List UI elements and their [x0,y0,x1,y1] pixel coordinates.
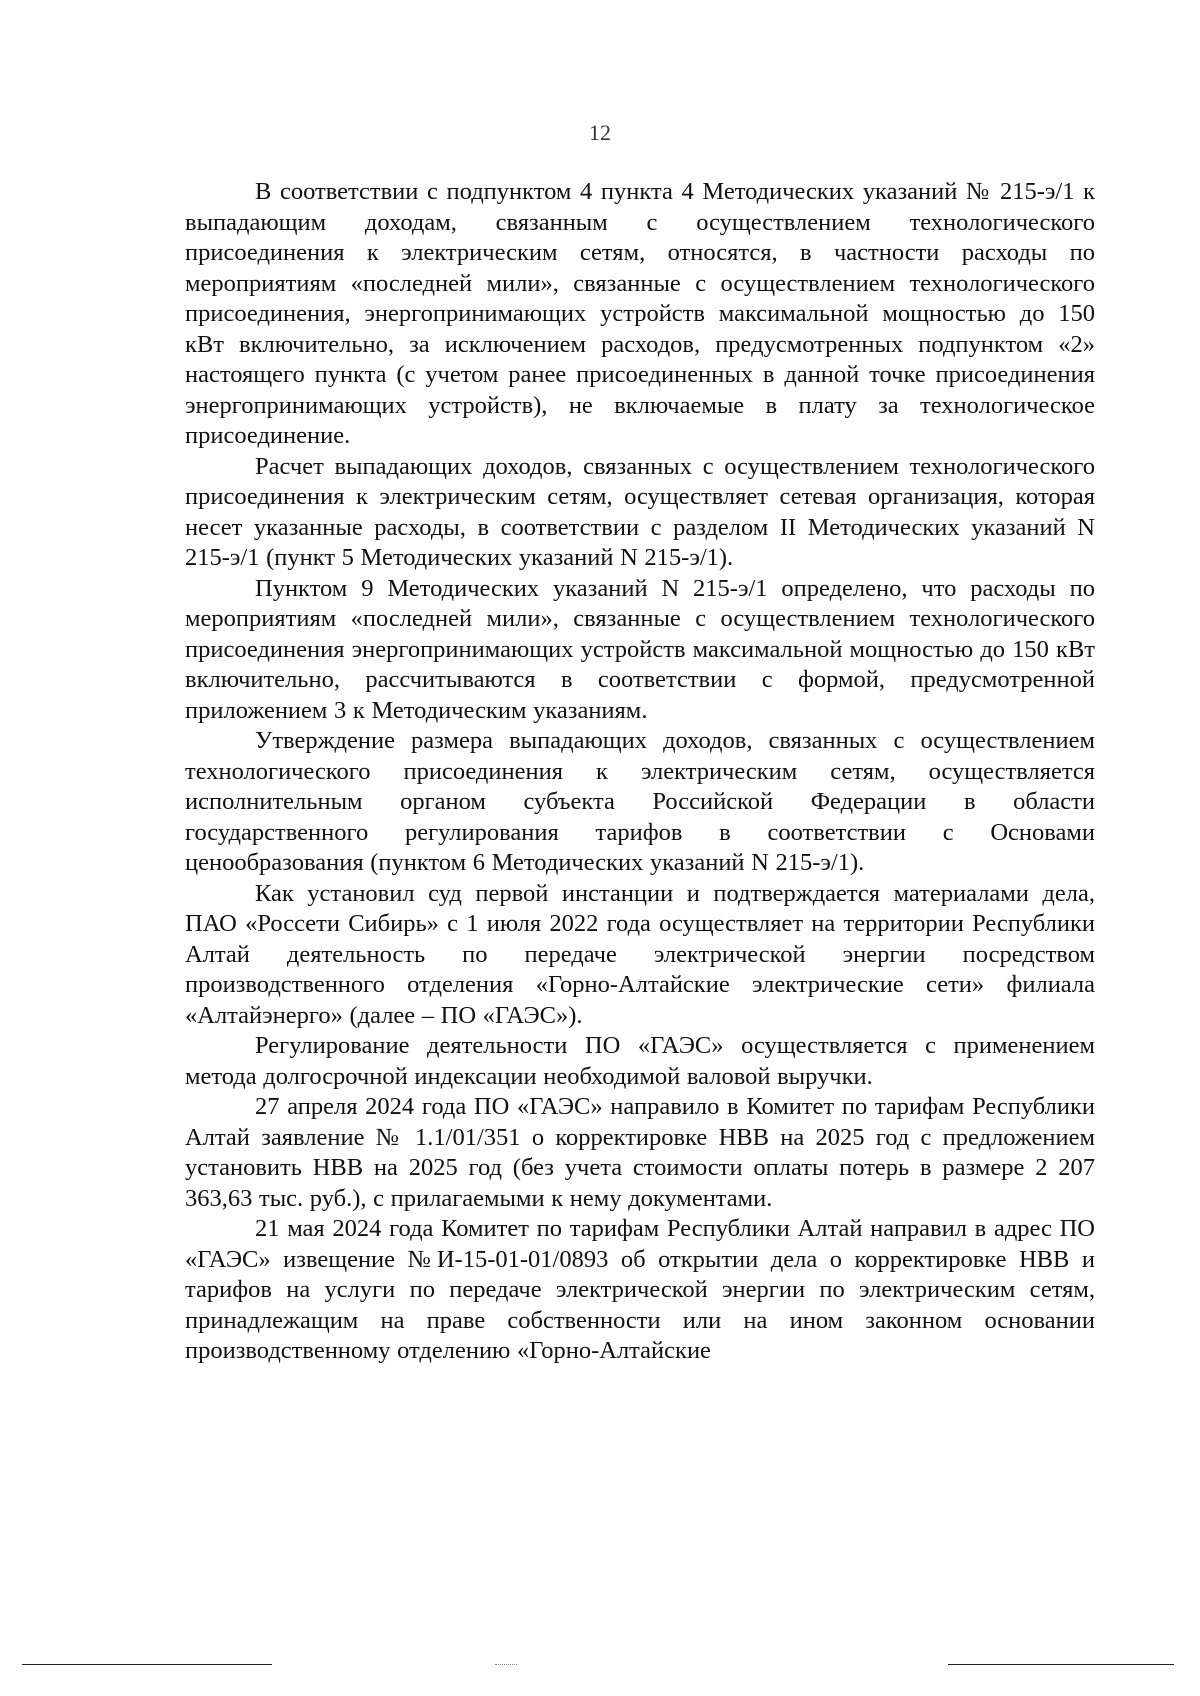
footer-rule-middle [495,1664,517,1665]
paragraph-2: Расчет выпадающих доходов, связанных с осуществлением технологического присоединения к электрическим сетям, осуществляет сетевая организация, которая несет указанные расходы, в соответствии с разделом II Методических указаний N 215-э/1 (пункт 5 Методических указаний N 215-э/1). [185,452,1095,571]
paragraph-4: Утверждение размера выпадающих доходов, связанных с осуществлением технологического присоединения к электрическим сетям, осуществляется исполнительным органом субъекта Российской Федерации в области государственного регулирования тарифов в соответствии с Основами ценообразования (пунктом 6 Методических указаний N 215-э/1). [185,727,1095,876]
paragraph-7: 27 апреля 2024 года ПО «ГАЭС» направило в Комитет по тарифам Республики Алтай заявление № 1.1/01/351 о корректировке НВВ на 2025 год с предложением установить НВВ на 2025 год (без учета стоимости оплаты потерь в размере 2 207 363,63 тыс. руб.), с прилагаемыми к нему документами. [185,1093,1095,1212]
page-number: 12 [589,120,611,145]
footer-rule-left [22,1664,272,1665]
document-body [185,177,1095,1367]
paragraph-5: Как установил суд первой инстанции и подтверждается материалами дела, ПАО «Россети Сибирь» с 1 июля 2022 года осуществляет на территории Республики Алтай деятельность по передаче электрической энергии посредством производственного отделения «Горно-Алтайские электрические сети» филиала «Алтайэнерго» (далее – ПО «ГАЭС»). [185,879,1095,1029]
paragraph-1: В соответствии с подпунктом 4 пункта 4 Методических указаний № 215-э/1 к выпадающим доходам, связанным с осуществлением технологического присоединения к электрическим сетям, относятся, в частности расходы по мероприятиям «последней мили», связанные с осуществлением технологического присоединения, энергопринимающих устройств максимальной мощностью до 150 кВт включительно, за исключением расходов, предусмотренных подпунктом «2» настоящего пункта (с учетом ранее присоединенных в данной точке присоединения энергопринимающих устройств), не включаемые в плату за технологическое присоединение. [185,178,1095,449]
paragraph-6: Регулирование деятельности ПО «ГАЭС» осуществляется с применением метода долгосрочной индексации необходимой валовой выручки. [185,1032,1095,1090]
paragraph-8: 21 мая 2024 года Комитет по тарифам Республики Алтай направил в адрес ПО «ГАЭС» извещение №И-15-01-01/0893 об открытии дела о корректировке НВВ и тарифов на услуги по передаче электрической энергии по электрическим сетям, принадлежащим на праве собственности или на ином законном основании производственному отделению «Горно-Алтайские [185,1215,1095,1364]
footer-rule-right [948,1664,1174,1665]
paragraph-3: Пунктом 9 Методических указаний N 215-э/1 определено, что расходы по мероприятиям «последней мили», связанные с осуществлением технологического присоединения энергопринимающих устройств максимальной мощностью до 150 кВт включительно, рассчитываются в соответствии с формой, предусмотренной приложением 3 к Методическим указаниям. [185,574,1095,724]
